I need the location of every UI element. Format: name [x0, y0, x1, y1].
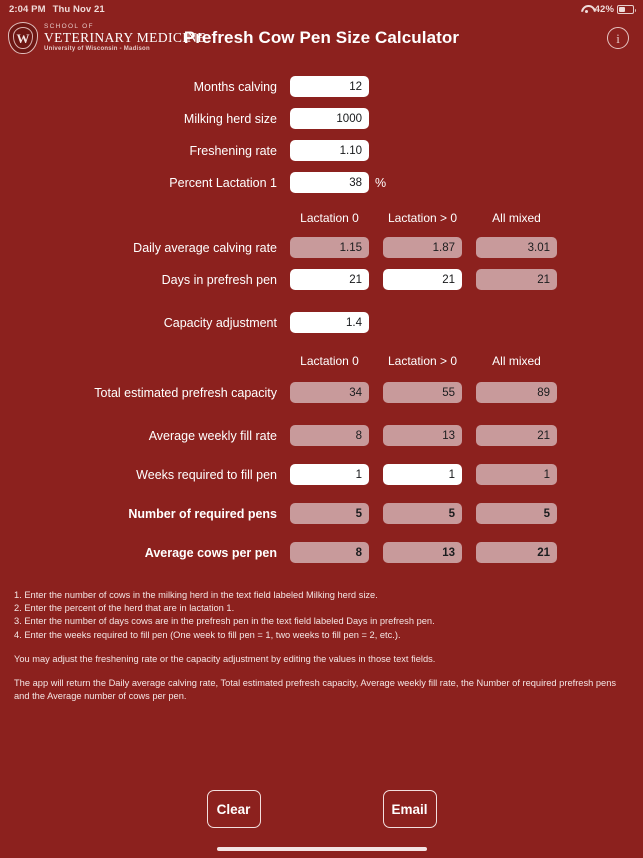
- label-average-cows-per-pen: Average cows per pen: [144, 545, 277, 560]
- instructions-paragraph-2: You may adjust the freshening rate or the capacity adjustment by editing the values in those text fields.: [14, 653, 436, 664]
- label-freshening-rate: Freshening rate: [189, 143, 277, 158]
- battery-icon: [617, 5, 634, 14]
- row-number-of-required-pens: [0, 503, 643, 524]
- column-header-spacer: [0, 211, 290, 227]
- input-row-percent-lactation-1: [0, 172, 643, 193]
- row-average-cows-per-pen: [0, 542, 643, 563]
- input-milking-herd-size[interactable]: 1000: [290, 108, 369, 129]
- value-required-pens-all-mixed: 5: [476, 503, 557, 524]
- label-months-calving: Months calving: [193, 79, 277, 94]
- uw-vetmed-logo: [0, 22, 206, 54]
- input-row-capacity-adjustment: [0, 312, 643, 333]
- ios-status-bar: [0, 0, 643, 18]
- label-average-weekly-fill-rate: Average weekly fill rate: [148, 428, 277, 443]
- input-weeks-to-fill-lactation-0[interactable]: 1: [290, 464, 369, 485]
- label-percent-lactation-1: Percent Lactation 1: [169, 175, 277, 190]
- status-bar-right: [581, 4, 634, 15]
- label-number-of-required-pens: Number of required pens: [128, 506, 277, 521]
- input-freshening-rate[interactable]: 1.10: [290, 140, 369, 161]
- column-header-lactation-gt-0: Lactation > 0: [387, 211, 458, 225]
- value-weekly-fill-rate-lactation-0: 8: [290, 425, 369, 446]
- value-weekly-fill-rate-all-mixed: 21: [476, 425, 557, 446]
- input-days-in-prefresh-pen-lactation-0[interactable]: 21: [290, 269, 369, 290]
- value-cows-per-pen-all-mixed: 21: [476, 542, 557, 563]
- column-headers-section-one: [0, 211, 643, 227]
- instructions-paragraph-3: The app will return the Daily average calving rate, Total estimated prefresh capacity, Average weekly fill rate, the Number of required prefresh pens and the Average number of cows per pen.: [14, 677, 617, 702]
- label-days-in-prefresh-pen: Days in prefresh pen: [161, 272, 277, 287]
- brand-line-school-of: SCHOOL OF: [44, 22, 94, 30]
- crest-letter: W: [13, 27, 33, 49]
- instruction-step-3: 3. Enter the number of days cows are in the prefresh pen in the text field labeled Days in prefresh pen.: [14, 616, 435, 627]
- status-bar-date: Thu Nov 21: [52, 3, 105, 15]
- column-header-2-lactation-gt-0: Lactation > 0: [387, 354, 458, 368]
- instruction-step-4: 4. Enter the weeks required to fill pen (One week to fill pen = 1, two weeks to fill pen = 2, etc.).: [14, 629, 401, 640]
- column-header-spacer-2: [0, 354, 290, 370]
- column-header-2-lactation-0: Lactation 0: [300, 354, 359, 368]
- wifi-icon: [581, 5, 592, 14]
- value-days-in-prefresh-pen-all-mixed: 21: [476, 269, 557, 290]
- unit-percent: %: [375, 175, 387, 190]
- email-button[interactable]: Email: [383, 790, 437, 828]
- label-capacity-adjustment: Capacity adjustment: [163, 315, 277, 330]
- label-total-estimated-prefresh-capacity: Total estimated prefresh capacity: [94, 385, 277, 400]
- calculator-form: [0, 58, 643, 563]
- value-cows-per-pen-lactation-gt-0: 13: [383, 542, 462, 563]
- value-total-capacity-lactation-0: 34: [290, 382, 369, 403]
- value-total-capacity-lactation-gt-0: 55: [383, 382, 462, 403]
- value-cows-per-pen-lactation-0: 8: [290, 542, 369, 563]
- instruction-step-1: 1. Enter the number of cows in the milking herd in the text field labeled Milking herd size.: [14, 590, 378, 600]
- uw-crest-icon: [8, 22, 38, 54]
- label-daily-average-calving-rate: Daily average calving rate: [133, 240, 277, 255]
- value-total-capacity-all-mixed: 89: [476, 382, 557, 403]
- label-milking-herd-size: Milking herd size: [183, 111, 277, 126]
- instructions-steps: [14, 589, 629, 642]
- status-bar-left: [9, 4, 105, 15]
- value-required-pens-lactation-gt-0: 5: [383, 503, 462, 524]
- input-percent-lactation-1[interactable]: 38: [290, 172, 369, 193]
- input-capacity-adjustment[interactable]: 1.4: [290, 312, 369, 333]
- column-header-all-mixed: All mixed: [492, 211, 541, 225]
- value-daily-average-calving-rate-lactation-0: 1.15: [290, 237, 369, 258]
- instructions-block: [0, 589, 643, 703]
- value-weekly-fill-rate-lactation-gt-0: 13: [383, 425, 462, 446]
- input-months-calving[interactable]: 12: [290, 76, 369, 97]
- row-daily-average-calving-rate: [0, 237, 643, 258]
- basic-inputs-group: [0, 76, 643, 193]
- row-days-in-prefresh-pen: [0, 269, 643, 290]
- input-row-freshening-rate: [0, 140, 643, 161]
- value-weeks-to-fill-all-mixed: 1: [476, 464, 557, 485]
- value-daily-average-calving-rate-lactation-gt-0: 1.87: [383, 237, 462, 258]
- input-row-months-calving: [0, 76, 643, 97]
- battery-percent-label: 42%: [594, 3, 614, 15]
- instruction-step-2: 2. Enter the percent of the herd that are in lactation 1.: [14, 603, 235, 614]
- label-weeks-required-to-fill-pen: Weeks required to fill pen: [136, 467, 277, 482]
- column-header-2-all-mixed: All mixed: [492, 354, 541, 368]
- app-header: [0, 18, 643, 58]
- row-total-estimated-prefresh-capacity: [0, 382, 643, 403]
- column-headers-section-two: [0, 354, 643, 370]
- input-days-in-prefresh-pen-lactation-gt-0[interactable]: 21: [383, 269, 462, 290]
- column-header-lactation-0: Lactation 0: [300, 211, 359, 225]
- page-title: Prefresh Cow Pen Size Calculator: [183, 28, 460, 47]
- row-average-weekly-fill-rate: [0, 425, 643, 446]
- value-required-pens-lactation-0: 5: [290, 503, 369, 524]
- input-row-milking-herd-size: [0, 108, 643, 129]
- input-weeks-to-fill-lactation-gt-0[interactable]: 1: [383, 464, 462, 485]
- value-daily-average-calving-rate-all-mixed: 3.01: [476, 237, 557, 258]
- clear-button[interactable]: Clear: [207, 790, 261, 828]
- brand-text-block: [44, 24, 206, 52]
- row-weeks-required-to-fill-pen: [0, 464, 643, 485]
- status-bar-time: 2:04 PM: [9, 3, 46, 15]
- home-indicator[interactable]: [217, 847, 427, 851]
- brand-line-veterinary-medicine: VETERINARY MEDICINE: [44, 29, 206, 45]
- info-circle-icon[interactable]: i: [607, 27, 629, 49]
- action-button-bar: [0, 790, 643, 828]
- brand-line-university: University of Wisconsin - Madison: [44, 45, 150, 52]
